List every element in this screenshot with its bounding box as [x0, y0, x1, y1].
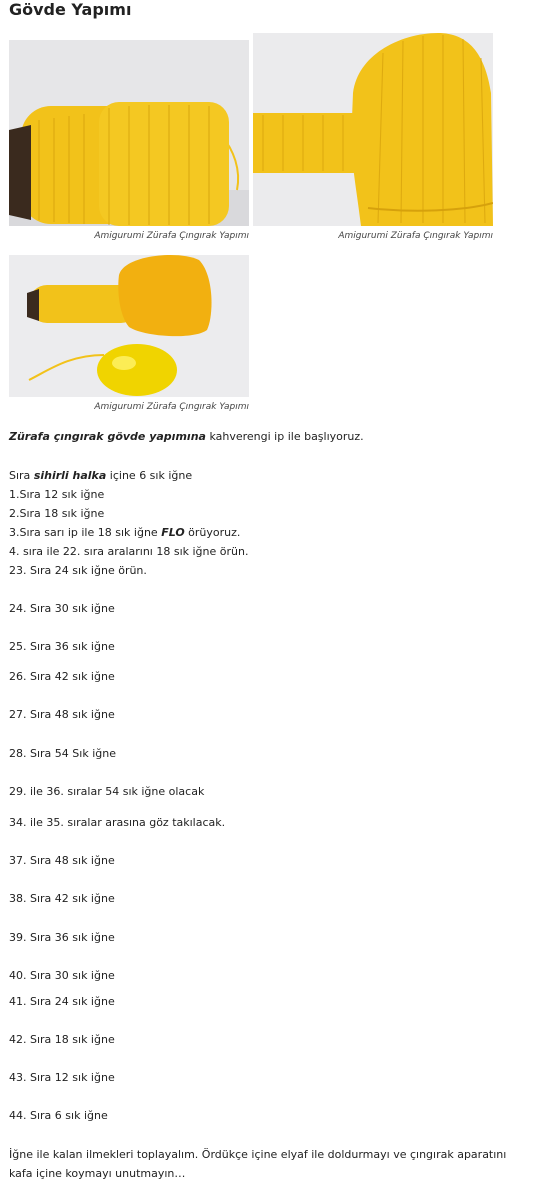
row-text: içine 6 sık iğne [106, 469, 193, 482]
instruction-row: 24. Sıra 30 sık iğne [9, 602, 115, 615]
intro-bold: Zürafa çıngırak gövde yapımına [9, 430, 206, 443]
row-text: 3.Sıra sarı ip ile 18 sık iğne [9, 526, 162, 539]
closing-line-1: İğne ile kalan ilmekleri toplayalım. Ördükçe içine elyaf ile doldurmayı ve çıngırak aparatını [9, 1148, 507, 1161]
instruction-row: 40. Sıra 30 sık iğne [9, 969, 115, 982]
intro-paragraph [9, 430, 364, 443]
photo-caption: Amigurumi Zürafa Çıngırak Yapımı [94, 231, 249, 241]
instruction-row: 28. Sıra 54 Sık iğne [9, 747, 116, 760]
row-text: örüyoruz. [184, 526, 241, 539]
row-bold: sihirli halka [33, 469, 107, 482]
photo-caption: Amigurumi Zürafa Çıngırak Yapımı [94, 402, 249, 412]
section-heading: Gövde Yapımı [9, 0, 132, 19]
intro-rest: kahverengi ip ile başlıyoruz. [205, 430, 364, 443]
instruction-row: 2.Sıra 18 sık iğne [9, 507, 105, 520]
row-text: Sıra [9, 469, 34, 482]
instruction-row: 34. ile 35. sıralar arasına göz takılacak. [9, 816, 226, 829]
instruction-row: 27. Sıra 48 sık iğne [9, 708, 115, 721]
instruction-row: 26. Sıra 42 sık iğne [9, 670, 115, 683]
instruction-row: 37. Sıra 48 sık iğne [9, 854, 115, 867]
instruction-row: 42. Sıra 18 sık iğne [9, 1033, 115, 1046]
instruction-row [9, 469, 192, 482]
instruction-row: 23. Sıra 24 sık iğne örün. [9, 564, 147, 577]
photo-caption: Amigurumi Zürafa Çıngırak Yapımı [338, 231, 493, 241]
instruction-row: 43. Sıra 12 sık iğne [9, 1071, 115, 1084]
instruction-row: 39. Sıra 36 sık iğne [9, 931, 115, 944]
instruction-row: 25. Sıra 36 sık iğne [9, 640, 115, 653]
instruction-row: 1.Sıra 12 sık iğne [9, 488, 105, 501]
instruction-row: 29. ile 36. sıralar 54 sık iğne olacak [9, 785, 205, 798]
instruction-row: 44. Sıra 6 sık iğne [9, 1109, 108, 1122]
instruction-row [9, 526, 240, 539]
closing-line-2: kafa içine koymayı unutmayın… [9, 1167, 186, 1180]
instruction-row: 41. Sıra 24 sık iğne [9, 995, 115, 1008]
instruction-row: 4. sıra ile 22. sıra aralarını 18 sık iğne örün. [9, 545, 249, 558]
crochet-body-dome-photo [253, 33, 493, 226]
row-bold: FLO [161, 526, 185, 539]
crochet-body-tube-photo [9, 40, 249, 226]
instruction-row: 38. Sıra 42 sık iğne [9, 892, 115, 905]
crochet-body-with-rattle-egg-photo [9, 255, 249, 397]
